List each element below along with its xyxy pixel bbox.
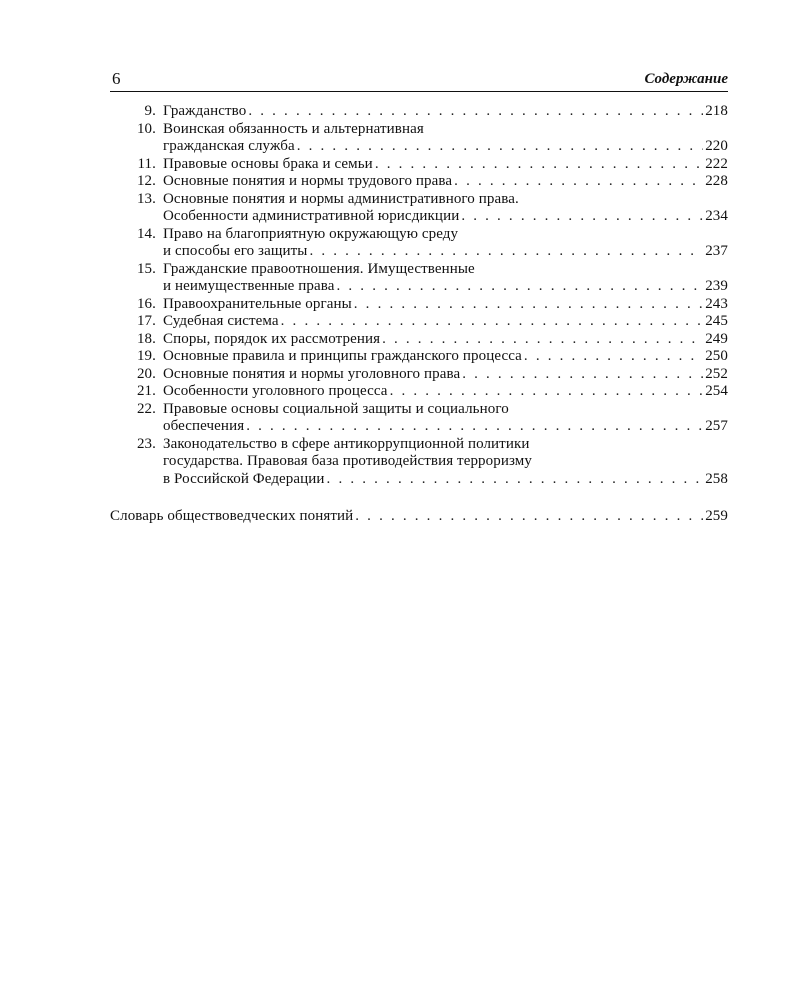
toc-entry-number: 17. (136, 313, 156, 329)
toc-entry-title: Правовые основы брака и семьи (163, 155, 373, 172)
toc-entry-number: 22. (136, 400, 156, 417)
toc-entry-number: 9. (144, 103, 156, 119)
toc-entry-page: 243 (705, 295, 728, 312)
toc-entry-page: 258 (705, 470, 728, 487)
toc-entry-page: 257 (705, 418, 728, 434)
header-rule (110, 91, 728, 92)
toc-entry-number: 18. (136, 330, 156, 347)
toc-entry[interactable] (110, 103, 728, 121)
toc-entry[interactable] (110, 156, 728, 174)
toc-entry-title: Правоохранительные органы (163, 295, 352, 312)
dot-leader (354, 296, 703, 314)
toc-entry-page: 237 (705, 243, 728, 259)
glossary-entry[interactable] (110, 508, 728, 526)
toc-entry-title: Основные понятия и нормы уголовного права (163, 365, 461, 382)
toc-entry-title: гражданская служба (163, 138, 295, 154)
toc-entry[interactable] (110, 261, 728, 296)
toc-entry-page: 218 (705, 103, 728, 119)
toc-entry-number: 20. (136, 365, 156, 382)
toc-entry-number: 21. (136, 383, 156, 399)
toc-entry[interactable] (110, 191, 728, 226)
toc-entry[interactable] (110, 226, 728, 261)
toc-entry-title: Право на благоприятную окружающую среду (163, 225, 459, 242)
toc-entry[interactable] (110, 173, 728, 191)
dot-leader (382, 331, 703, 349)
toc-entry-number: 15. (136, 260, 156, 277)
toc-entry-number: 13. (136, 190, 156, 207)
toc-entry-page: 249 (705, 330, 728, 347)
dot-leader (337, 278, 704, 296)
page-number: 6 (112, 69, 121, 88)
toc-entry-number: 10. (136, 120, 156, 137)
toc-entry-number: 12. (136, 173, 156, 189)
toc-entry-title: Воинская обязанность и альтернативная (163, 120, 424, 137)
toc-entry-page: 252 (705, 365, 728, 382)
running-title: Содержание (644, 71, 728, 87)
toc-entry-page: 250 (705, 348, 728, 364)
toc-entry-number: 11. (137, 155, 156, 172)
toc-entry-number: 23. (136, 435, 156, 452)
toc-entry-title: в Российской Федерации (163, 470, 325, 487)
toc-entry-page: 220 (705, 138, 728, 154)
toc-entry-number: 19. (136, 348, 156, 364)
toc-entry[interactable] (110, 313, 728, 331)
toc-entry-title: государства. Правовая база противодействия терроризму (163, 453, 532, 469)
table-of-contents (110, 103, 728, 488)
toc-entry[interactable] (110, 348, 728, 366)
toc-entry[interactable] (110, 436, 728, 489)
dot-leader (461, 208, 703, 226)
dot-leader (462, 366, 703, 384)
toc-entry-title: и неимущественные права (163, 278, 335, 294)
dot-leader (297, 138, 703, 156)
toc-entry-title: и способы его защиты (163, 243, 308, 259)
toc-entry-title: Особенности административной юрисдикции (163, 208, 460, 224)
toc-entry[interactable] (110, 401, 728, 436)
toc-entry[interactable] (110, 366, 728, 384)
toc-entry-page: 254 (705, 383, 728, 399)
toc-entry[interactable] (110, 296, 728, 314)
toc-entry-page: 222 (705, 155, 728, 172)
dot-leader (281, 313, 704, 331)
dot-leader (248, 103, 703, 121)
dot-leader (524, 348, 703, 366)
toc-entry-page: 228 (705, 173, 728, 189)
toc-entry-title: Судебная система (163, 313, 279, 329)
toc-entry-title: обеспечения (163, 418, 245, 434)
toc-entry-title: Споры, порядок их рассмотрения (163, 330, 381, 347)
toc-entry-number: 14. (136, 225, 156, 242)
toc-entry[interactable] (110, 121, 728, 156)
toc-entry-title: Гражданские правоотношения. Имущественные (163, 260, 475, 277)
dot-leader (355, 508, 703, 526)
dot-leader (375, 156, 703, 174)
toc-entry[interactable] (110, 331, 728, 349)
glossary-label: Словарь обществоведческих понятий (110, 508, 354, 524)
glossary-page: 259 (705, 508, 728, 524)
toc-entry-number: 16. (136, 295, 156, 312)
toc-entry-page: 239 (705, 278, 728, 294)
toc-entry-title: Особенности уголовного процесса (163, 383, 388, 399)
dot-leader (390, 383, 704, 401)
dot-leader (246, 418, 703, 436)
dot-leader (309, 243, 703, 261)
toc-entry-title: Основные понятия и нормы административного права. (163, 190, 519, 207)
toc-entry-page: 234 (705, 208, 728, 224)
toc-entry-title: Законодательство в сфере антикоррупционной политики (163, 435, 530, 452)
toc-entry[interactable] (110, 383, 728, 401)
toc-entry-title: Основные понятия и нормы трудового права (163, 173, 453, 189)
toc-entry-page: 245 (705, 313, 728, 329)
page-header (110, 68, 728, 90)
toc-entry-title: Правовые основы социальной защиты и социального (163, 400, 509, 417)
dot-leader (327, 471, 704, 489)
toc-entry-title: Основные правила и принципы гражданского процесса (163, 348, 522, 364)
dot-leader (454, 173, 703, 191)
toc-entry-title: Гражданство (163, 103, 247, 119)
